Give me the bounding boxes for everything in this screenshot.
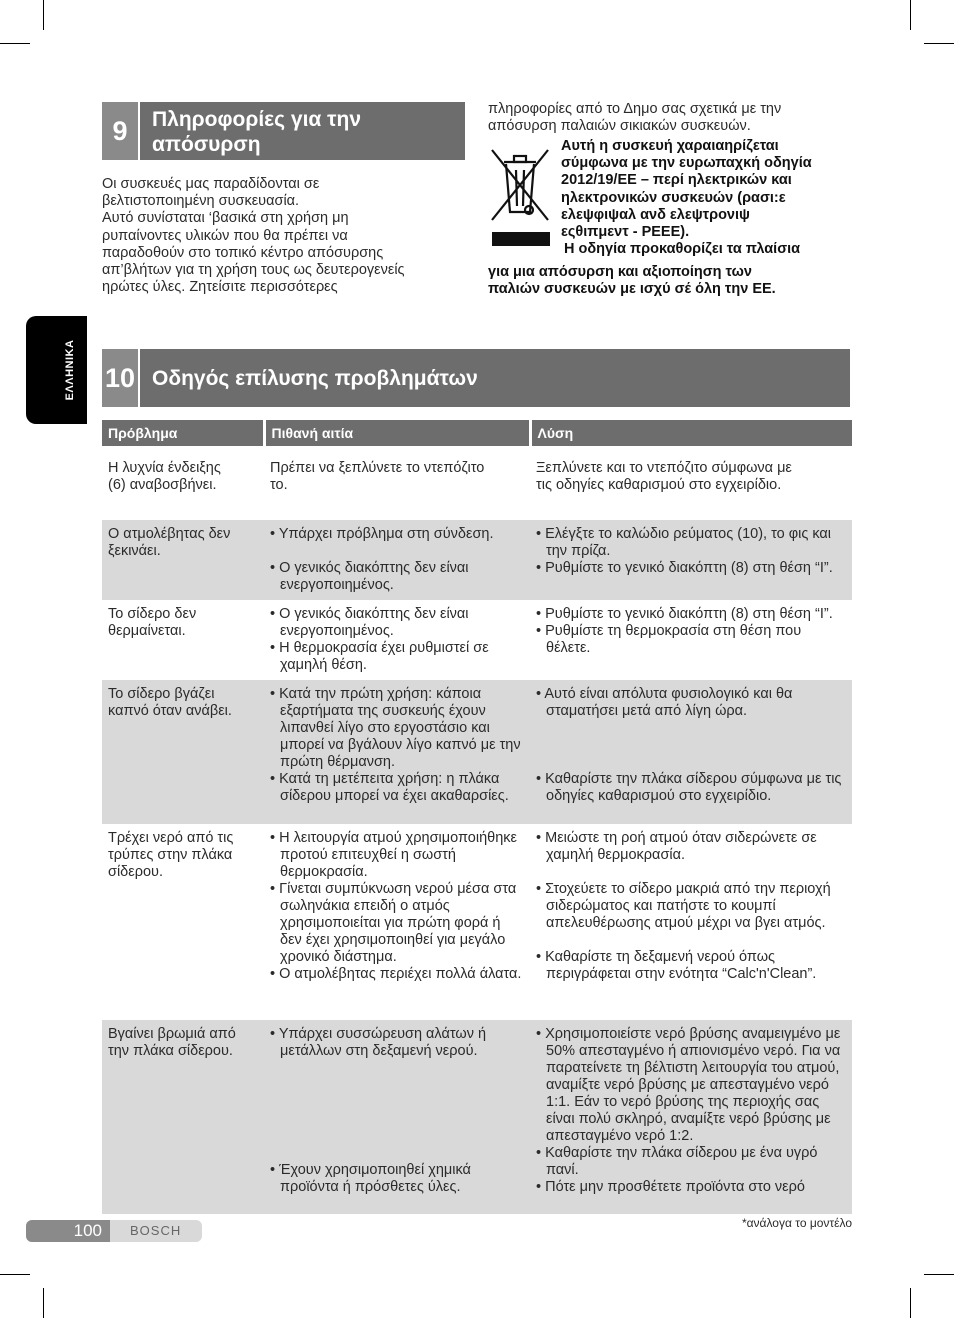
disposal-text-left: Οι συσκευές μας παραδίδονται σε βελτιστοποιημένη συσκευασία. Αυτό συνίσταται ‘βασικά στη χρήση μη ρυπαίνοντες υλικών που θα πρέπει να παραδοθούν στο τοπικό κέντρο απόσυρσης απ’βλήτων για τη χρήση τους ως δευτερογενείς ηρώτες ύλες. Ζητείσιτε περισσότερες (102, 176, 405, 296)
crop-mark (924, 1274, 954, 1275)
cause-cell: • Ο γενικός διακόπτης δεν είναι ενεργοποιημένος. • Η θερμοκρασία έχει ρυθμιστεί σε χαμηλή θέση. (264, 600, 530, 680)
section-title: Πληροφορίες για την απόσυρση (152, 108, 362, 156)
table-row (102, 446, 852, 520)
solution-cell: • Ελέγξτε το καλώδιο ρεύματος (10), το φις και την πρίζα. • Ρυθμίστε το γενικό διακόπτη (8) στη θέση “I”. (530, 520, 852, 600)
cause-cell: Πρέπει να ξεπλύνετε το ντεπόζιτο το. (270, 460, 485, 493)
table-row (102, 600, 852, 680)
cause-cell: • Υπάρχει πρόβλημα στη σύνδεση. • Ο γενικός διακόπτης δεν είναι ενεργοποιημένος. (264, 520, 530, 600)
crop-mark (924, 43, 954, 44)
problem-cell: Ο ατμολέβητας δεν ξεκινάει. (102, 520, 264, 600)
weee-directive-text: Αυτή η συσκευή χαραιαηρίζεται σύμφωνα με την ευρωπαχκή οδηγία 2012/19/ΕΕ – περί ηλεκτρικών και ηλεκτρονικών συσκευών (ρασι:ε ελεψφιψαλ ανδ ελεψτρονιψ εςθιπμεντ - ΡΕΕΕ). Η οδηγία προκαθορίζει τα πλαίσια (561, 138, 812, 258)
weee-directive-text-2: για μια απόσυρση και αξιοποίηση των παλιών συσκευών με ισχύ σέ όλη την ΕΕ. (488, 264, 776, 298)
cause-cell: • Κατά την πρώτη χρήση: κάποια εξαρτήματα της συσκευής έχουν λιπανθεί λίγο στο εργοστάσιο και μπορεί να βγάλουν λίγο καπνό με την πρώτη θέρμανση. • Κατά τη μετέπειτα χρήση: η πλάκα σίδερου μπορεί να έχει ακαθαρσίες. (264, 680, 530, 824)
cause-cell: • Υπάρχει συσσώρευση αλάτων ή μετάλλων στη δεξαμενή νερού. • Έχουν χρησιμοποιηθεί χημικά προϊόντα ή πρόσθετες ύλες. (264, 1020, 530, 1214)
problem-cell: Τρέχει νερό από τις τρύπες στην πλάκα σίδερου. (108, 830, 234, 880)
crop-mark (910, 0, 911, 30)
solution-cell: • Χρησιμοποιείστε νερό βρύσης αναμειγμένο με 50% απεσταγμένο ή απιονισμένο νερό. Για να παρατείνετε τη βέλτιστη λειτουργία του ατμού, αναμίξτε νερό βρύσης με απεσταγμένο νερό 1:1. Εάν το νερό βρύσης της περιοχής σας είναι πολύ σκληρό, αναμίξτε νερό βρύσης με απεσταγμένο νερό 1:2. • Καθαρίστε την πλάκα σίδερου με ένα υγρό πανί. • Πότε μην προσθέτετε προϊόντα στο νερό (530, 1020, 852, 1214)
section-9-header (102, 102, 465, 160)
solution-cell: • Ρυθμίστε το γενικό διακόπτη (8) στη θέση “I”. • Ρυθμίστε τη θερμοκρασία στη θέση που θέλετε. (530, 600, 852, 680)
solution-cell: • Αυτό είναι απόλυτα φυσιολογικό και θα σταματήσει μετά από λίγη ώρα. • Καθαρίστε την πλάκα σίδερου σύμφωνα με τις οδηγίες καθαρισμού στο εγχειρίδιο. (530, 680, 852, 824)
crop-mark (910, 1288, 911, 1318)
language-tab (26, 316, 87, 424)
cause-cell: • Η λειτουργία ατμού χρησιμοποιήθηκε προτού επιτευχθεί η σωστή θερμοκρασία. • Γίνεται συμπύκνωση νερού μέσα στα σωληνάκια επειδή ο ατμός χρησιμοποιείται για πρώτη φορά ή δεν έχει χρησιμοποιηθεί για μεγάλο χρονικό διάστημα. • Ο ατμολέβητας περιέχει πολλά άλατα. (264, 824, 530, 1020)
section-title: Οδηγός επίλυσης προβλημάτων (152, 367, 478, 390)
troubleshooting-table (102, 420, 852, 1214)
table-row (102, 824, 852, 1020)
problem-cell: Το σίδερο δεν θερμαίνεται. (108, 606, 197, 639)
page-footer-bar (26, 1220, 202, 1242)
language-tab-label: ΕΛΛΗΝΙΚΑ (64, 339, 76, 401)
table-row (102, 1020, 852, 1214)
crop-mark (0, 1274, 30, 1275)
page-number: 100 (26, 1220, 110, 1242)
brand-label: BOSCH (130, 1223, 182, 1238)
problem-cell: Βγαίνει βρωμιά από την πλάκα σίδερου. (102, 1020, 264, 1214)
problem-cell: Η λυχνία ένδειξης (6) αναβοσβήνει. (108, 460, 221, 493)
disposal-text-right: πληροφορίες από το Δημο σας σχετικά με την απόσυρση παλαιών σικιακών συσκευών. (488, 101, 782, 135)
column-header-problem: Πρόβλημα (102, 420, 264, 446)
section-10-header (102, 349, 850, 407)
table-header-row (102, 420, 852, 446)
solution-cell: Ξεπλύνετε και το ντεπόζιτο σύμφωνα με τις οδηγίες καθαρισμού στο εγχειρίδιο. (536, 460, 792, 493)
solution-cell: • Μειώστε τη ροή ατμού όταν σιδερώνετε σε χαμηλή θερμοκρασία. • Στοχεύετε το σίδερο μακριά από την περιοχή σιδερώματος και πατήστε το κουμπί απελευθέρωσης ατμού μέχρι να βγει ατμός. • Καθαρίστε τη δεξαμενή νερού όπως περιγράφεται στην ενότητα “Calc'n'Clean”. (530, 824, 852, 1020)
crop-mark (43, 0, 44, 30)
weee-bin-icon (488, 144, 552, 248)
section-number: 9 (102, 102, 140, 160)
table-row (102, 520, 852, 600)
column-header-solution: Λύση (530, 420, 852, 446)
crop-mark (43, 1288, 44, 1318)
column-header-cause: Πιθανή αιτία (264, 420, 530, 446)
table-row (102, 680, 852, 824)
crop-mark (0, 43, 30, 44)
section-number: 10 (102, 349, 140, 407)
problem-cell: Το σίδερο βγάζει καπνό όταν ανάβει. (102, 680, 264, 824)
footnote: *ανάλογα το μοντέλο (741, 1216, 852, 1230)
